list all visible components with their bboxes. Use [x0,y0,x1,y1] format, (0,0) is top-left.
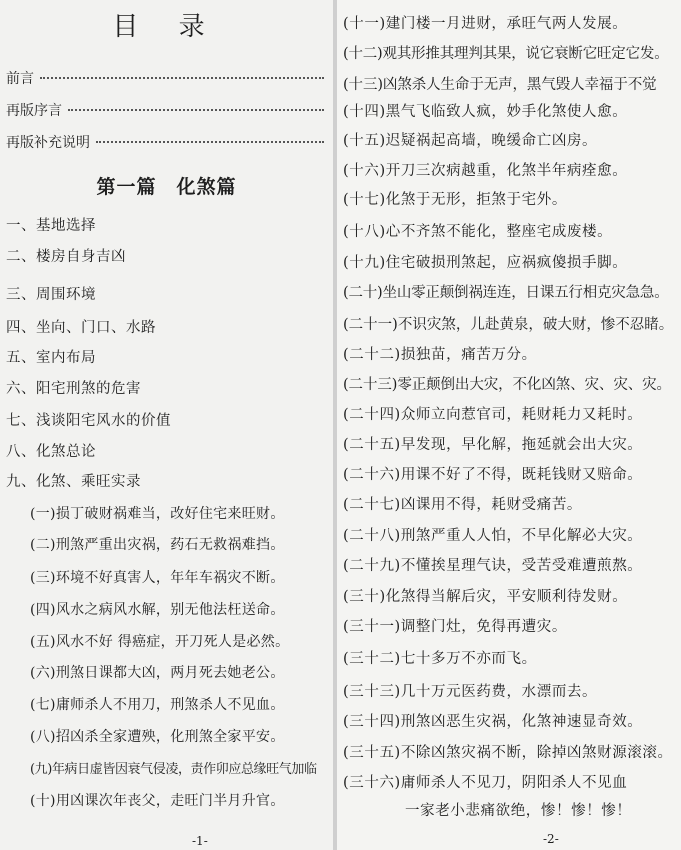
toc-subitem: (三十)化煞得当解后灾，平安顺利待发财。 [343,589,628,605]
toc-subitem: (十八)心不齐煞不能化，整座宅成废楼。 [343,224,613,240]
toc-subitem: (二十二)损独苗，痛苦万分。 [343,347,537,363]
toc-subitem: (十四)黑气飞临致人疯，妙手化煞使人愈。 [343,104,628,120]
toc-subitem: (三十二)七十多万不亦而飞。 [343,651,537,667]
toc-subitem: (一)损丁破财祸难当，改好住宅来旺财。 [30,506,285,522]
toc-subitem: (八)招凶杀全家遭殃，化刑煞全家平安。 [30,729,285,745]
toc-subitem: (二十九)不懂挨星理气诀，受苦受难遭煎熬。 [343,558,643,574]
chapter-item: 八、化煞总论 [6,444,96,460]
toc-subitem: (十一)建门楼一月进财，承旺气两人发展。 [343,16,628,32]
front-matter-item [6,68,324,88]
toc-subitem: (三十四)刑煞凶恶生灾祸，化煞神速显奇效。 [343,714,643,730]
toc-subitem: (十六)开刀三次病越重，化煞半年病痊愈。 [343,163,628,179]
toc-subitem: (五)风水不好 得癌症，开刀死人是必然。 [30,634,290,650]
toc-subitem: (十三)凶煞杀人生命于无声，黑气毁人幸福于不觉 [343,77,657,93]
toc-subitem: (二十六)用课不好了不得，既耗钱财又赔命。 [343,467,643,483]
toc-subitem: (二十七)凶课用不得，耗财受痛苦。 [343,497,583,513]
toc-title: 目 录 [112,12,221,42]
leader-dots [40,77,324,79]
leader-dots [68,109,324,111]
chapter-item: 七、浅谈阳宅风水的价值 [6,413,171,429]
front-matter-label: 前言 [6,71,34,87]
front-matter-item [6,132,324,152]
toc-subitem: (二十八)刑煞严重人人怕，不早化解必大灾。 [343,528,643,544]
chapter-item: 五、室内布局 [6,350,96,366]
toc-subitem: (六)刑煞日课都大凶，两月死去她老公。 [30,665,285,681]
front-matter-label: 再版补充说明 [6,135,90,151]
chapter-item: 九、化煞、乘旺实录 [6,474,141,490]
toc-subitem: (二十五)早发现，早化解，拖延就会出大灾。 [343,437,643,453]
front-matter-label: 再版序言 [6,103,62,119]
left-page [0,0,333,850]
toc-subitem: (二)刑煞严重出灾祸，药石无救祸难挡。 [30,537,285,553]
section-title: 第一篇 化煞篇 [96,176,237,198]
chapter-item: 二、楼房自身吉凶 [6,249,126,265]
toc-subitem: (十二)观其形推其理判其果，说它衰断它旺定它发。 [343,46,669,62]
right-page [337,0,681,850]
toc-subitem: (二十一)不识灾煞，儿赴黄泉，破大财，惨不忍睹。 [343,317,674,333]
page-number: -2- [543,832,559,846]
toc-subitem: (三十三)几十万元医药费，水漂而去。 [343,684,598,700]
chapter-item: 四、坐向、门口、水路 [6,320,156,336]
toc-subitem: (十七)化煞于无形，拒煞于宅外。 [343,192,567,208]
toc-subitem: (三十一)调整门灶，免得再遭灾。 [343,619,567,635]
front-matter-item [6,100,324,120]
toc-subitem: (十九)住宅破损刑煞起，应祸疯傻损手脚。 [343,255,628,271]
toc-subitem: (三十六)庸师杀人不见刀，阴阳杀人不见血 [343,775,628,791]
toc-subitem: (二十)坐山零正颠倒祸连连，日课五行相克灾急急。 [343,285,669,301]
toc-subitem-continuation: 一家老小悲痛欲绝，惨！惨！惨！ [405,803,632,819]
toc-subitem: (二十三)零正颠倒出大灾，不化凶煞、灾、灾、灾。 [343,377,671,393]
toc-subitem: (九)年病日虚皆因衰气侵凌，责作卯应总缘旺气加临 [30,762,317,777]
chapter-item: 一、基地选择 [6,218,96,234]
toc-subitem: (三)环境不好真害人，年年车祸灾不断。 [30,570,285,586]
leader-dots [96,141,324,143]
toc-subitem: (二十四)众师立向惹官司，耗财耗力又耗时。 [343,407,643,423]
toc-subitem: (七)庸师杀人不用刀，刑煞杀人不见血。 [30,697,285,713]
chapter-item: 六、阳宅刑煞的危害 [6,381,141,397]
toc-subitem: (十五)迟疑祸起高墙，晚缓命亡凶房。 [343,133,598,149]
page-number: -1- [192,834,208,848]
toc-subitem: (三十五)不除凶煞灾祸不断，除掉凶煞财源滚滚。 [343,745,673,761]
toc-subitem: (四)风水之病风水解，别无他法枉送命。 [30,602,285,618]
toc-subitem: (十)用凶课次年丧父，走旺门半月升官。 [30,793,285,809]
chapter-item: 三、周围环境 [6,287,96,303]
